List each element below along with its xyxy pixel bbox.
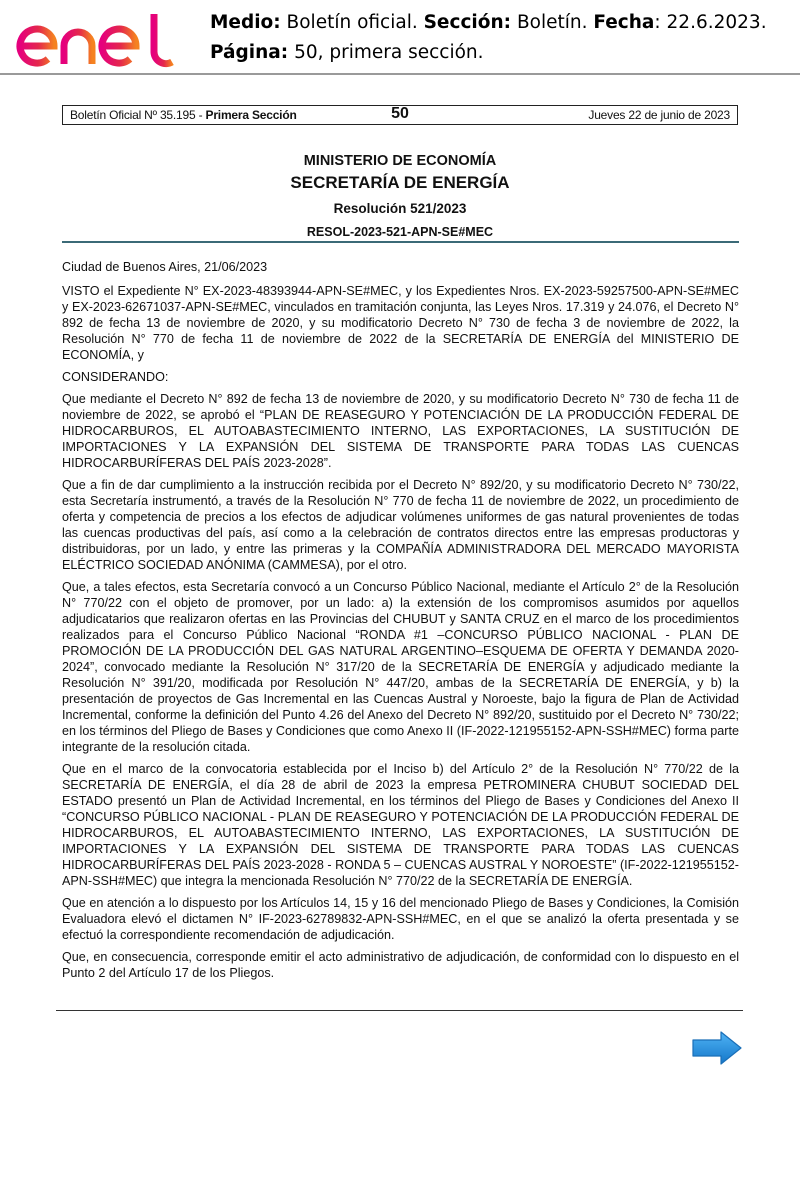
secretariat-title: SECRETARÍA DE ENERGÍA [290,173,510,192]
clipping-banner [0,0,800,76]
running-header [62,105,738,125]
fecha-value: : 22.6.2023. [654,12,767,33]
ministry-title: MINISTERIO DE ECONOMÍA [303,153,497,169]
page-number: 50 [391,105,409,122]
visto-paragraph: VISTO el Expediente N° EX-2023-48393944-APN-SE#MEC, y los Expedientes Nros. EX-2023-59257500-APN-SE#MEC y EX-2023-62671037-APN-SE#MEC, vinculados en tramitación conjunta, las Leyes Nros. 17.319 y 24.076, el Decreto N° 892 de fecha 13 de noviembre de 2020, y su modificatorio Decreto N° 730 de fecha 3 de noviembre de 2022, la Resolución N° 770 de fecha 11 de noviembre de 2022 de la SECRETARÍA DE ENERGÍA del MINISTERIO DE ECONOMÍA, y [62,284,739,362]
seccion-value: Boletín. [516,12,588,33]
arrow-right-icon[interactable] [691,1030,743,1066]
considerando-paragraph-1: Que mediante el Decreto N° 892 de fecha 13 de noviembre de 2020, y su modificatorio Decreto N° 730 de fecha 11 de noviembre de 2022, se aprobó el “PLAN DE REASEGURO Y POTENCIACIÓN DE LA PRODUCCIÓN FEDERAL DE HIDROCARBUROS, EL AUTOABASTECIMIENTO INTERNO, LAS EXPORTACIONES, LA SUSTITUCIÓN DE IMPORTACIONES Y LA EXPANSIÓN DEL SISTEMA DE TRANSPORTE PARA TODAS LAS CUENCAS HIDROCARBURÍFERAS DEL PAÍS 2023-2028”. [62,392,739,470]
publication-name: Boletín Oficial Nº 35.195 - [70,108,206,122]
considerando-paragraph-2: Que a fin de dar cumplimiento a la instrucción recibida por el Decreto N° 892/20, y su modificatorio Decreto N° 730/22, esta Secretaría instrumentó, a través de la Resolución N° 770 de fecha 11 de noviembre de 2022, un procedimiento de oferta y competencia de precios a los efectos de adjudicar volúmenes uniformes de gas natural provenientes de todas las cuencas productivas del país, así como a la celebración de contratos directos entre las empresas productoras y distribuidoras, por un lado, y entre las primeras y la COMPAÑÍA ADMINISTRADORA DEL MERCADO MAYORISTA ELÉCTRICO SOCIEDAD ANÓNIMA (CAMMESA), por el otro. [62,478,739,572]
enel-logo-icon [14,6,184,70]
seccion-label: Sección: [423,12,512,33]
fecha-label: Fecha [593,12,655,33]
considerando-heading: CONSIDERANDO: [62,370,169,384]
resolution-code: RESOL-2023-521-APN-SE#MEC [306,225,494,239]
title-divider [62,241,739,243]
pagina-label: Página: [210,42,289,63]
pagina-value: 50, primera sección. [294,42,484,63]
considerando-paragraph-4: Que en el marco de la convocatoria establecida por el Inciso b) del Artículo 2° de la Resolución N° 770/22 de la SECRETARÍA DE ENERGÍA, el día 28 de abril de 2023 la empresa PETROMINERA CHUBUT SOCIEDAD DEL ESTADO presentó un Plan de Actividad Incremental, en los términos del Pliego de Bases y Condiciones del Anexo II “CONCURSO PÚBLICO NACIONAL - PLAN DE REASEGURO Y POTENCIACIÓN DE LA PRODUCCIÓN FEDERAL DE HIDROCARBUROS, EL AUTOABASTECIMIENTO INTERNO, LAS EXPORTACIONES, LA SUSTITUCIÓN DE IMPORTACIONES Y LA EXPANSIÓN DEL SISTEMA DE TRANSPORTE PARA TODAS LAS CUENCAS HIDROCARBURÍFERAS DEL PAÍS 2023-2028 - RONDA 5 – CUENCAS AUSTRAL Y NOROESTE” (IF-2022-121955152-APN-SSH#MEC) que integra la mencionada Resolución N° 770/22 de la SECRETARÍA DE ENERGÍA. [62,762,739,888]
considerando-paragraph-6: Que, en consecuencia, corresponde emitir el acto administrativo de adjudicación, de conformidad con lo dispuesto en el Punto 2 del Artículo 17 de los Pliegos. [62,950,739,980]
clipping-metadata [210,8,767,68]
metadata-line-2 [210,38,767,68]
medio-label: Medio: [210,12,281,33]
resolution-title: Resolución 521/2023 [333,201,467,216]
medio-value: Boletín oficial. [286,12,418,33]
metadata-line-1 [210,8,767,38]
document-body [62,259,739,987]
document-titles [62,150,738,243]
considerando-paragraph-3: Que, a tales efectos, esta Secretaría convocó a un Concurso Público Nacional, mediante el Artículo 2° de la Resolución N° 770/22 con el objeto de promover, por un lado: a) la extensión de los compromisos asumidos por aquellos adjudicatarios que realizaron ofertas en las Provincias del CHUBUT y SANTA CRUZ en el marco de los procedimientos realizados para el Concurso Público Nacional “RONDA #1 –CONCURSO PÚBLICO NACIONAL - PLAN DE PROMOCIÓN DE LA PRODUCCIÓN DEL GAS NATURAL ARGENTINO–ESQUEMA DE OFERTA Y DEMANDA 2020-2024”, convocado mediante la Resolución N° 317/20 de la SECRETARÍA DE ENERGÍA y adjudicado mediante la Resolución N° 391/20, modificada por Resolución N° 447/20, ambas de la SECRETARÍA DE ENERGÍA, y b) la presentación de proyectos de Gas Incremental en las Cuencas Austral y Noroeste, bajo la figura de Plan de Actividad Incremental, conforme la definición del Punto 4.26 del Anexo del Decreto N° 892/20, sustituido por el Decreto N° 730/22; en los términos del Pliego de Bases y Condiciones que como Anexo II (IF-2022-121955152-APN-SSH#MEC) forma parte integrante de la resolución citada. [62,580,739,754]
considerando-paragraph-5: Que en atención a lo dispuesto por los Artículos 14, 15 y 16 del mencionado Pliego de Bases y Condiciones, la Comisión Evaluadora elevó el dictamen N° IF-2023-62789832-APN-SSH#MEC, en el que se analizó la oferta presentada y se efectuó la correspondiente recomendación de adjudicación. [62,896,739,942]
publication-date: Jueves 22 de junio de 2023 [588,108,730,122]
section-name: Primera Sección [205,108,297,122]
city-date: Ciudad de Buenos Aires, 21/06/2023 [62,260,268,274]
bottom-divider [56,1010,743,1011]
banner-divider [0,73,800,75]
